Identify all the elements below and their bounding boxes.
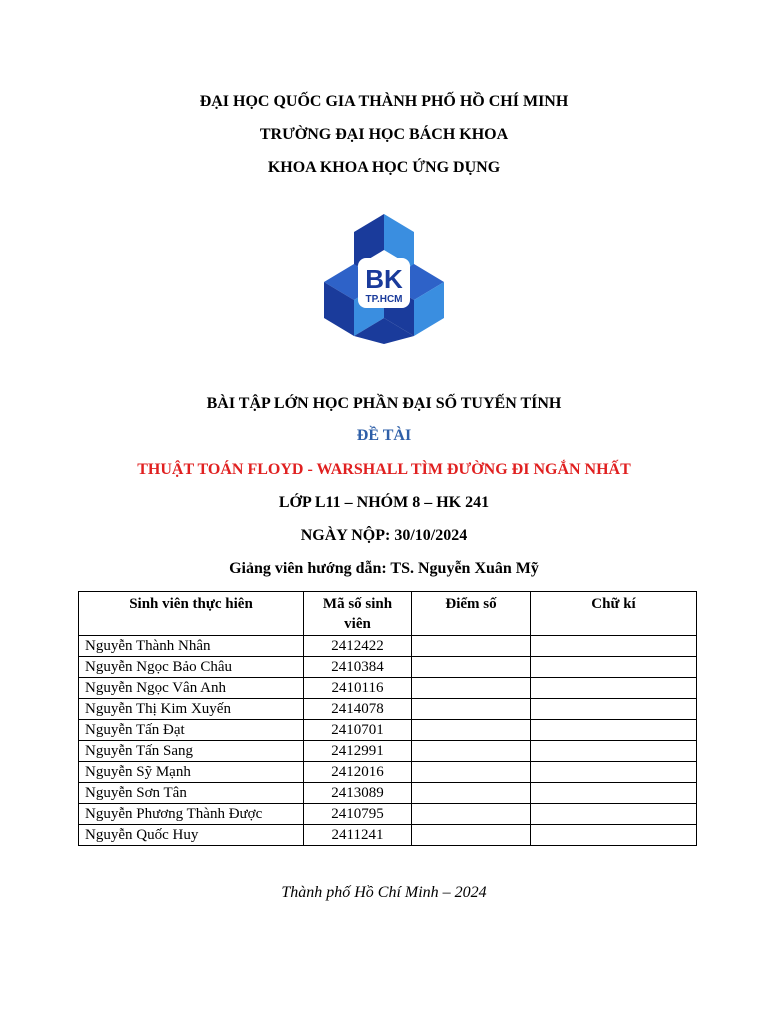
table-row <box>79 825 697 846</box>
course-title: BÀI TẬP LỚN HỌC PHẦN ĐẠI SỐ TUYẾN TÍNH <box>206 395 562 412</box>
student-name: Nguyễn Phương Thành Được <box>79 804 304 825</box>
student-signature <box>531 678 697 699</box>
student-id: 2410795 <box>304 804 412 825</box>
topic-label-text: ĐỀ TÀI <box>356 427 412 444</box>
student-score <box>412 762 531 783</box>
student-score <box>412 825 531 846</box>
student-signature <box>531 636 697 657</box>
student-name: Nguyễn Quốc Huy <box>79 825 304 846</box>
student-score <box>412 783 531 804</box>
student-signature <box>531 762 697 783</box>
table-row <box>79 636 697 657</box>
student-id: 2414078 <box>304 699 412 720</box>
topic-title-text: THUẬT TOÁN FLOYD - WARSHALL TÌM ĐƯỜNG ĐI NGẮN NHẤT <box>137 461 631 478</box>
university-name: ĐẠI HỌC QUỐC GIA THÀNH PHỐ HỒ CHÍ MINH <box>199 93 569 110</box>
class-info: LỚP L11 – NHÓM 8 – HK 241 <box>278 494 490 511</box>
student-name: Nguyễn Sơn Tân <box>79 783 304 804</box>
header-signature: Chữ kí <box>531 592 697 636</box>
student-signature <box>531 783 697 804</box>
logo-text-main: BK <box>365 264 403 294</box>
student-score <box>412 678 531 699</box>
instructor: Giảng viên hướng dẫn: TS. Nguyễn Xuân Mỹ <box>229 560 539 577</box>
school-name: TRƯỜNG ĐẠI HỌC BÁCH KHOA <box>259 126 509 143</box>
student-score <box>412 699 531 720</box>
header-student-id: Mã số sinh viên <box>304 592 412 636</box>
table-row <box>79 762 697 783</box>
table-row <box>79 741 697 762</box>
table-header-row <box>79 592 697 636</box>
table-row <box>79 804 697 825</box>
student-score <box>412 804 531 825</box>
student-signature <box>531 720 697 741</box>
student-name: Nguyễn Thị Kim Xuyến <box>79 699 304 720</box>
student-signature <box>531 657 697 678</box>
student-name: Nguyễn Sỹ Mạnh <box>79 762 304 783</box>
student-id: 2411241 <box>304 825 412 846</box>
student-id: 2413089 <box>304 783 412 804</box>
student-id: 2410701 <box>304 720 412 741</box>
student-score <box>412 636 531 657</box>
header-student: Sinh viên thực hiên <box>79 592 304 636</box>
topic-label <box>0 427 768 445</box>
topic-title <box>0 461 768 479</box>
student-score <box>412 657 531 678</box>
student-id: 2412016 <box>304 762 412 783</box>
student-signature <box>531 825 697 846</box>
student-signature <box>531 804 697 825</box>
student-name: Nguyễn Thành Nhân <box>79 636 304 657</box>
student-table <box>78 591 697 846</box>
student-name: Nguyễn Ngọc Bảo Châu <box>79 657 304 678</box>
table-row <box>79 783 697 804</box>
table-row <box>79 720 697 741</box>
student-score <box>412 741 531 762</box>
logo-text-sub: TP.HCM <box>365 294 403 305</box>
student-id: 2412422 <box>304 636 412 657</box>
bk-logo <box>320 212 448 344</box>
student-name: Nguyễn Tấn Đạt <box>79 720 304 741</box>
submit-date: NGÀY NỘP: 30/10/2024 <box>300 527 468 544</box>
student-signature <box>531 741 697 762</box>
faculty-name: KHOA KHOA HỌC ỨNG DỤNG <box>267 159 501 176</box>
table-row <box>79 678 697 699</box>
table-row <box>79 657 697 678</box>
footer-place-year: Thành phố Hồ Chí Minh – 2024 <box>281 884 487 901</box>
student-signature <box>531 699 697 720</box>
student-name: Nguyễn Ngọc Vân Anh <box>79 678 304 699</box>
table-row <box>79 699 697 720</box>
student-name: Nguyễn Tấn Sang <box>79 741 304 762</box>
header-score: Điểm số <box>412 592 531 636</box>
student-id: 2410116 <box>304 678 412 699</box>
student-score <box>412 720 531 741</box>
student-id: 2410384 <box>304 657 412 678</box>
student-id: 2412991 <box>304 741 412 762</box>
